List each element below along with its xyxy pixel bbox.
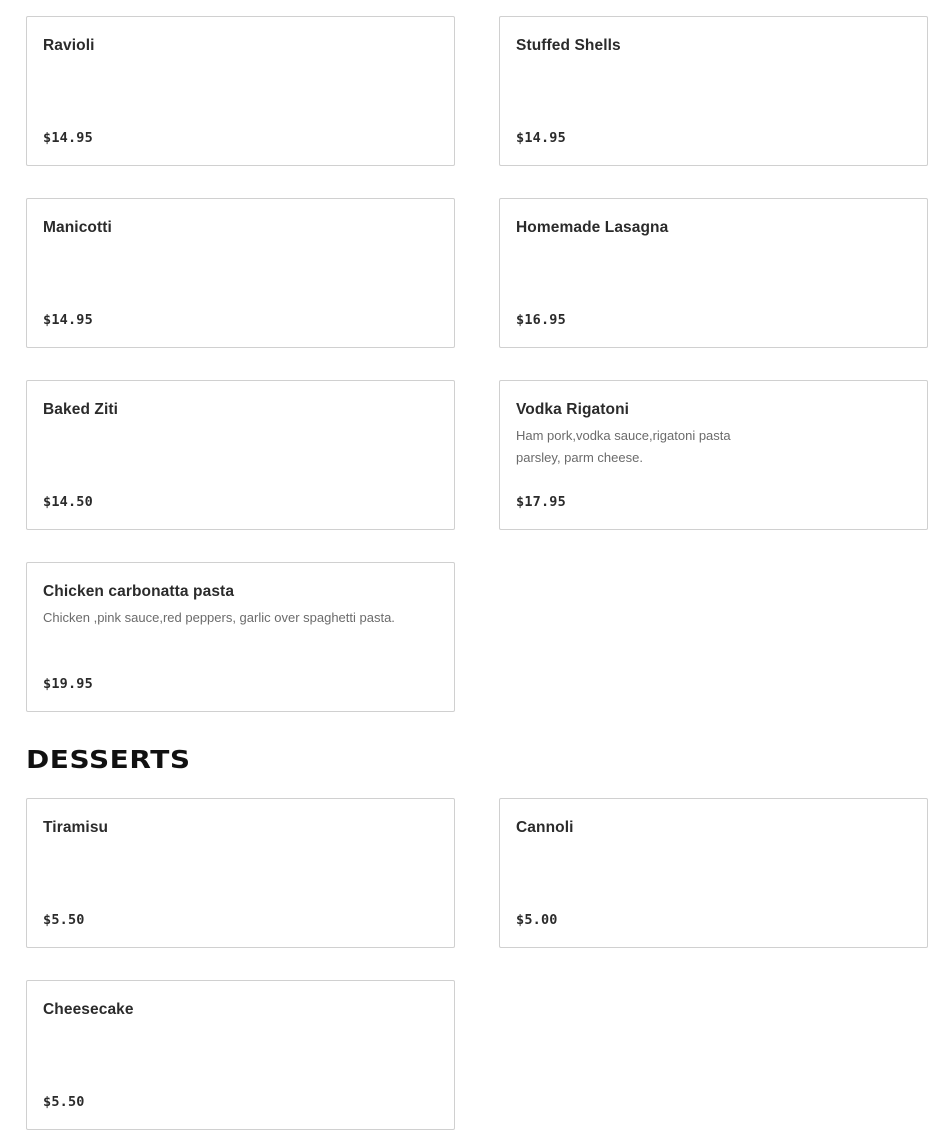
menu-item-name: Vodka Rigatoni: [516, 401, 630, 418]
menu-item-name: Tiramisu: [43, 819, 109, 836]
menu-item-name: Homemade Lasagna: [516, 219, 669, 236]
menu-item-card-ravioli[interactable]: [26, 16, 455, 166]
menu-item-name: Ravioli: [43, 37, 95, 54]
menu-item-card-baked-ziti[interactable]: [26, 380, 455, 530]
menu-item-description: Ham pork,vodka sauce,rigatoni pasta parsley, parm cheese.: [516, 428, 731, 465]
menu-item-price: $5.00: [516, 912, 558, 928]
menu-item-card-vodka-rigatoni[interactable]: [499, 380, 928, 530]
menu-item-price: $5.50: [43, 912, 85, 928]
menu-item-card-homemade-lasagna[interactable]: [499, 198, 928, 348]
menu-item-price: $19.95: [43, 676, 93, 692]
menu-item-name: Stuffed Shells: [516, 37, 621, 54]
section-heading-desserts: DESSERTS: [26, 745, 191, 774]
menu-item-card-chicken-carbonatta-pasta[interactable]: [26, 562, 455, 712]
menu-item-price: $16.95: [516, 312, 566, 328]
menu-item-price: $14.95: [516, 130, 566, 146]
menu-item-price: $14.95: [43, 312, 93, 328]
menu-content: [26, 16, 928, 1130]
menu-item-name: Cannoli: [516, 819, 574, 836]
desserts-grid: [26, 798, 928, 1130]
menu-item-description: Chicken ,pink sauce,red peppers, garlic over spaghetti pasta.: [43, 610, 395, 625]
menu-item-price: $14.95: [43, 130, 93, 146]
menu-item-name: Manicotti: [43, 219, 112, 236]
pasta-items-grid: [26, 16, 928, 712]
menu-item-card-stuffed-shells[interactable]: [499, 16, 928, 166]
menu-item-card-tiramisu[interactable]: [26, 798, 455, 948]
menu-item-name: Chicken carbonatta pasta: [43, 583, 235, 600]
menu-item-price: $17.95: [516, 494, 566, 510]
menu-item-price: $14.50: [43, 494, 93, 510]
menu-item-card-cheesecake[interactable]: [26, 980, 455, 1130]
menu-item-card-manicotti[interactable]: [26, 198, 455, 348]
menu-item-card-cannoli[interactable]: [499, 798, 928, 948]
menu-item-name: Baked Ziti: [43, 401, 119, 418]
menu-item-name: Cheesecake: [43, 1001, 134, 1018]
menu-item-price: $5.50: [43, 1094, 85, 1110]
